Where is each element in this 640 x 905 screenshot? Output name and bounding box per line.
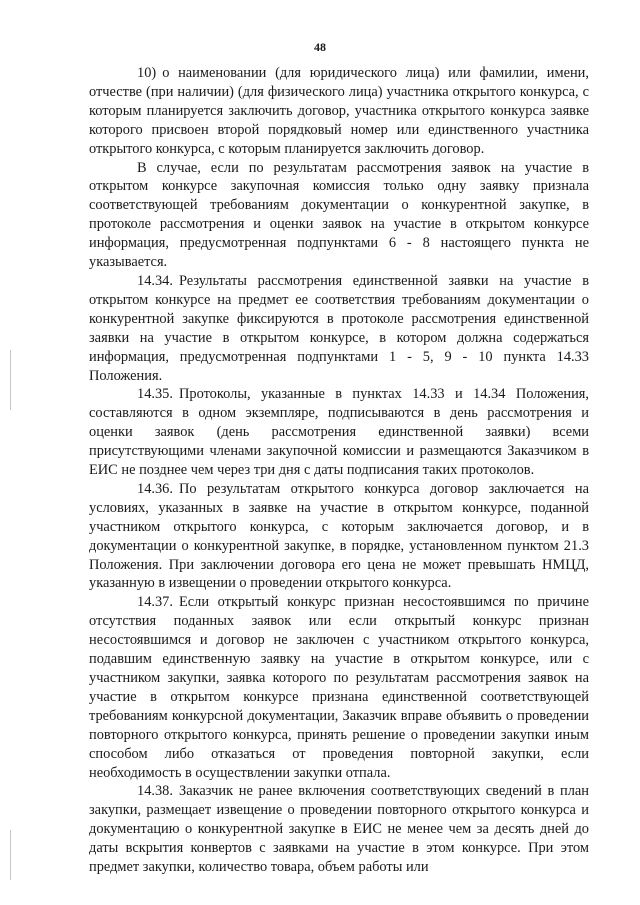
scan-edge-mark (10, 830, 11, 880)
document-body (89, 64, 589, 877)
paragraph-text: Результаты рассмотрения единственной заявки на участие в открытом конкурсе на предмет ее соответствия требованиям документации о конкурентной закупке фиксируются в протоколе рассмотрения единственной заявки на участие в открытом конкурсе, в котором должна содержаться информация, предусмотренная подпунктами 1 - 5, 9 - 10 пункта 14.33 Положения. (89, 272, 589, 384)
paragraph-text: Протоколы, указанные в пунктах 14.33 и 14.34 Положения, составляются в одном экземпляре, подписываются в день рассмотрения и оценки заявок (день рассмотрения единственной заявки) всеми присутствующими членами закупочной комиссии и размещаются Заказчиком в ЕИС не позднее чем через три дня с даты подписания таких протоколов. (89, 386, 589, 479)
paragraph-text: о наименовании (для юридического лица) или фамилии, имени, отчестве (при наличии) (для физического лица) участника открытого конкурса, с которым планируется заключить договор, участника открытого конкурса заявке которого присвоен второй порядковый номер или единственного участника открытого конкурса, с которым планируется заключить договор. (89, 65, 589, 157)
paragraph-text: Заказчик не ранее включения соответствующих сведений в план закупки, размещает извещение о проведении повторного открытого конкурса и документацию о конкурентной закупке в ЕИС не менее чем за десять дней до даты вскрытия конвертов с заявками на участие в этом конкурсе. При этом предмет закупки, количество товара, объем работы или (89, 783, 589, 876)
paragraph-number: 10) (137, 65, 157, 81)
paragraph-14-38 (89, 782, 589, 877)
paragraph-number: 14.37. (137, 594, 173, 611)
paragraph-text: В случае, если по результатам рассмотрения заявок на участие в открытом конкурсе закупочная комиссия только одну заявку признала соответствующей требованиям документации о конкурентной закупке, в протоколе рассмотрения и оценки заявок на участие в открытом конкурсе информация, предусмотренная подпунктами 6 - 8 настоящего пункта не указывается. (89, 159, 589, 271)
paragraph-number: 14.38. (137, 783, 173, 800)
paragraph-number: 14.36. (137, 480, 173, 497)
paragraph-single-application-note (89, 159, 589, 272)
paragraph-item-10 (89, 64, 589, 159)
paragraph-text: Если открытый конкурс признан несостоявшимся по причине отсутствия поданных заявок или если открытый конкурс признан несостоявшимся и договор не заключен с участником открытого конкурса, подавшим единственную заявку на участие в открытом конкурсе, или с участником закупки, заявка которого по результатам рассмотрения заявок на участие в открытом конкурсе признана единственной соответствующей требованиям конкурсной документации, Заказчик вправе объявить о проведении повторного открытого конкурса, принять решение о проведении закупки иным способом либо отказаться от проведения повторной закупки, если необходимость в осуществлении закупки отпала. (89, 594, 589, 781)
paragraph-number: 14.34. (137, 272, 173, 289)
paragraph-14-37 (89, 593, 589, 782)
page-number: 48 (314, 40, 326, 54)
scan-edge-mark (10, 350, 11, 410)
paragraph-14-36 (89, 480, 589, 593)
paragraph-number: 14.35. (137, 386, 173, 403)
paragraph-14-35 (89, 385, 589, 480)
paragraph-text: По результатам открытого конкурса договор заключается на условиях, указанных в заявке на участие в открытом конкурсе, поданной участником открытого конкурса, с которым заключается договор, и в документации о конкурентной закупке, в порядке, установленном пунктом 21.3 Положения. При заключении договора его цена не может превышать НМЦД, указанную в извещении о проведении открытого конкурса. (89, 480, 589, 592)
paragraph-14-34 (89, 272, 589, 385)
